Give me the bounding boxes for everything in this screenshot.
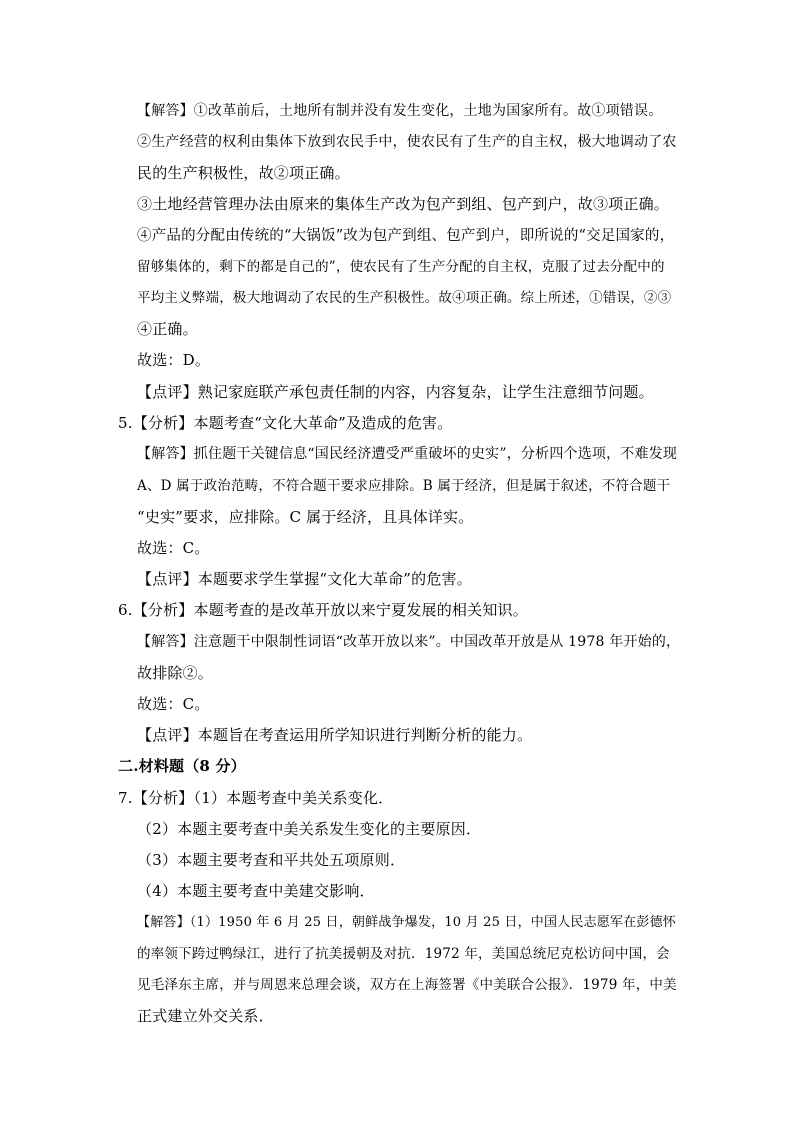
answer-line: 【解答】抓住题干关键信息“国民经济遭受严重破坏的史实”，分析四个选项，不难发现 [137, 446, 678, 462]
answer-line: 【解答】①改革前后，土地所有制并没有发生变化，土地为国家所有。故①项错误。 [137, 103, 663, 119]
analysis-line: （3）本题主要考查和平共处五项原则． [137, 851, 406, 869]
answer-line: 民的生产积极性，故②项正确。 [137, 164, 350, 182]
answer-line: 平均主义弊端，极大地调动了农民的生产积极性。故④项正确。综上所述，①错误，②③ [137, 290, 672, 306]
choice-line: 故选：C。 [137, 539, 210, 557]
analysis-line: （2）本题主要考查中美关系发生变化的主要原因． [137, 820, 482, 838]
question-5-analysis: 5.【分析】本题考查“文化大革命”及造成的危害。 [118, 414, 453, 432]
section-heading: 二.材料题（8 分） [118, 757, 246, 775]
comment-line: 【点评】本题旨在考查运用所学知识进行判断分析的能力。 [137, 726, 533, 744]
answer-line: “史实”要求，应排除。C 属于经济，且具体详实。 [137, 508, 474, 526]
answer-line: ③土地经营管理办法由原来的集体生产改为包产到组、包产到户，故③项正确。 [137, 195, 670, 213]
comment-line: 【点评】熟记家庭联产承包责任制的内容，内容复杂，让学生注意细节问题。 [137, 383, 654, 401]
answer-line: A、D 属于政治范畴，不符合题干要求应排除。B 属于经济，但是属于叙述，不符合题干 [137, 478, 671, 494]
question-7-analysis: 7.【分析】（1）本题考查中美关系变化． [118, 789, 394, 807]
answer-line: ④正确。 [137, 320, 198, 338]
answer-line: ④产品的分配由传统的“大锅饭”改为包产到组、包产到户，即所说的“交足国家的， [137, 228, 675, 244]
analysis-line: （4）本题主要考查中美建交影响． [137, 882, 375, 900]
answer-line: 的率领下跨过鸭绿江，进行了抗美援朝及对抗．1972 年，美国总统尼克松访问中国，会 [137, 946, 670, 962]
answer-line: 正式建立外交关系． [137, 1007, 274, 1025]
answer-line: 【解答】（1）1950 年 6 月 25 日，朝鲜战争爆发，10 月 25 日，中国人民志愿军在彭德怀 [137, 915, 677, 930]
choice-line: 故选：D。 [137, 351, 211, 369]
answer-line: 留够集体的，剩下的都是自己的”，使农民有了生产分配的自主权，克服了过去分配中的 [137, 259, 665, 275]
answer-line: 见毛泽东主席，并与周恩来总理会谈，双方在上海签署《中美联合公报》．1979 年，中美 [137, 977, 677, 993]
choice-line: 故选：C。 [137, 695, 210, 713]
answer-line: ②生产经营的权利由集体下放到农民手中，使农民有了生产的自主权，极大地调动了农 [137, 134, 677, 150]
answer-line: 故排除②。 [137, 664, 214, 682]
comment-line: 【点评】本题要求学生掌握“文化大革命”的危害。 [137, 570, 472, 588]
question-6-analysis: 6.【分析】本题考查的是改革开放以来宁夏发展的相关知识。 [118, 601, 528, 619]
answer-line: 【解答】注意题干中限制性词语“改革开放以来”。中国改革开放是从 1978 年开始的， [137, 634, 681, 650]
